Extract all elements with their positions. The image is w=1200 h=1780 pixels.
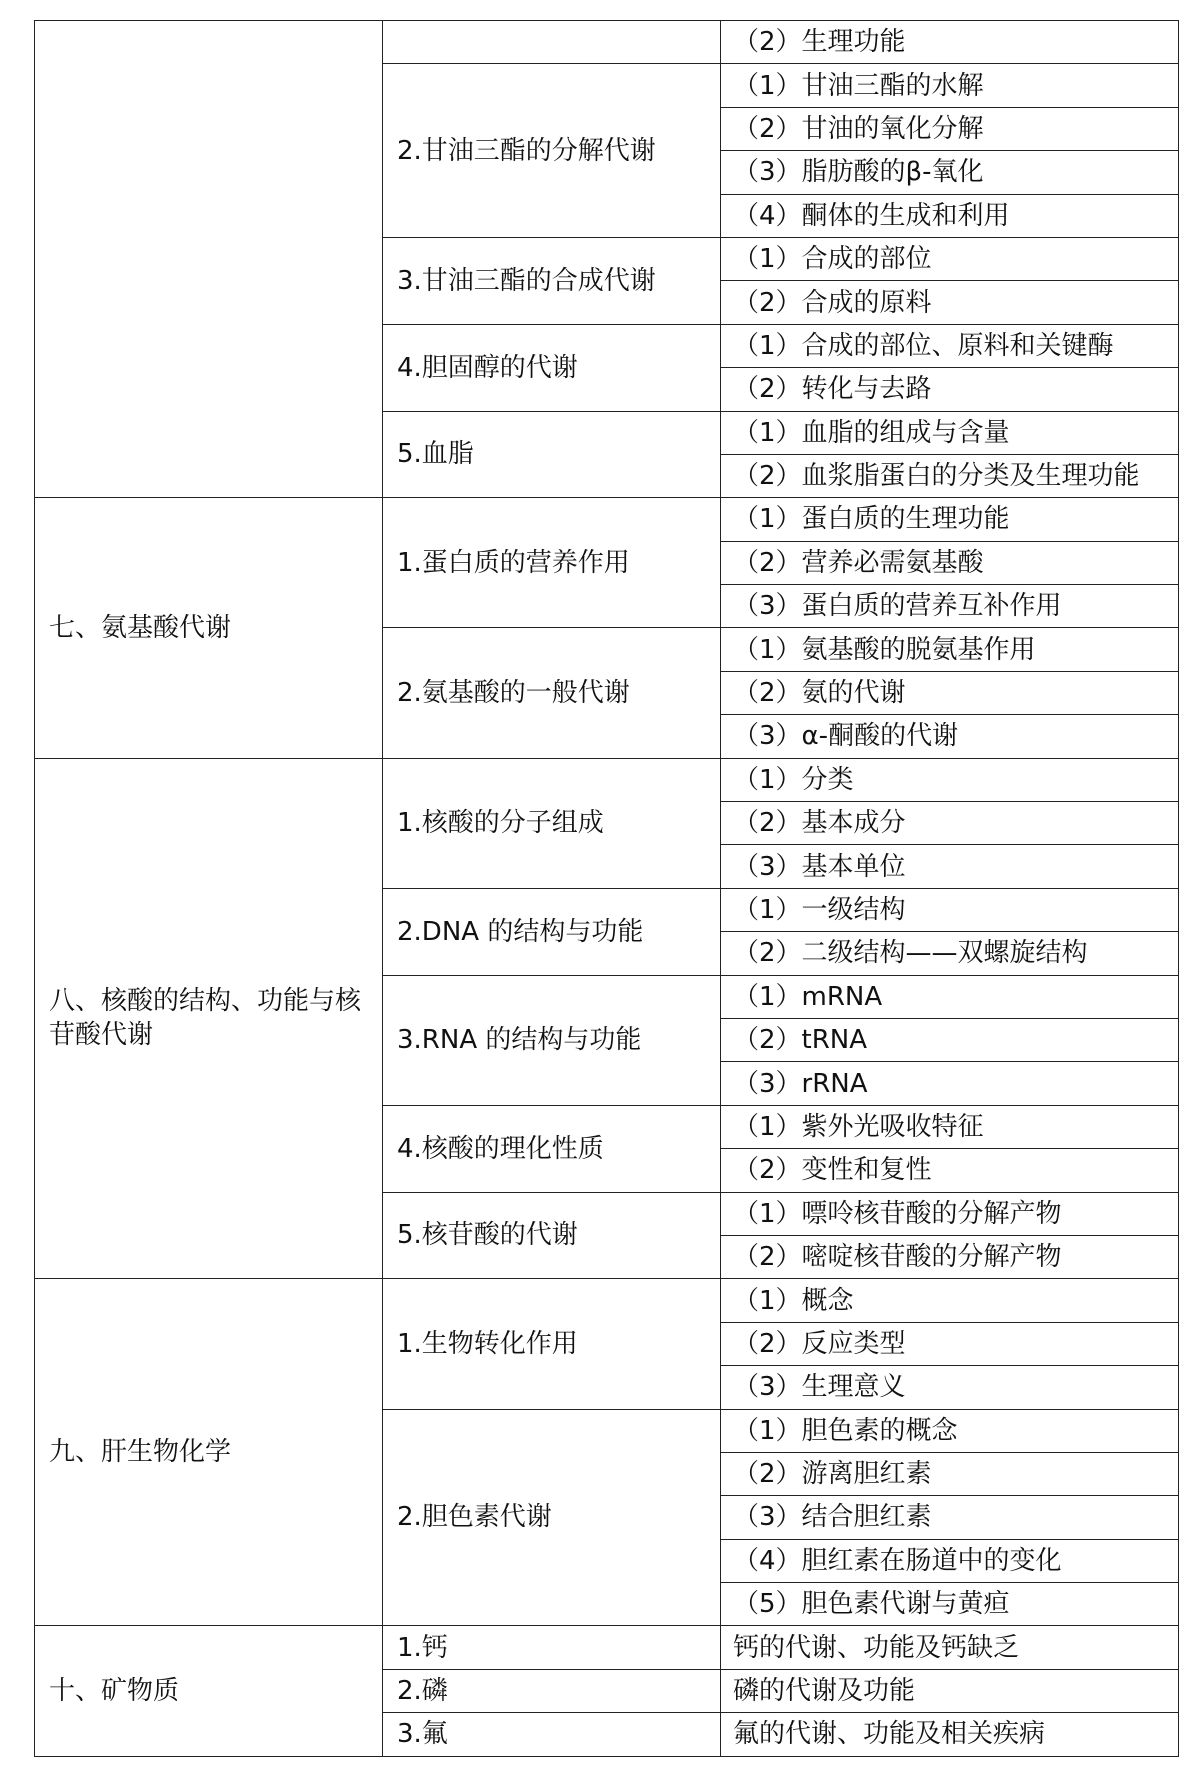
point-cell: （1）血脂的组成与含量 (721, 411, 1179, 454)
point-cell: （3）蛋白质的营养互补作用 (721, 585, 1179, 628)
topic-cell: 5.核苷酸的代谢 (383, 1192, 721, 1279)
table-row (35, 498, 1179, 541)
point-cell: （2）嘧啶核苷酸的分解产物 (721, 1235, 1179, 1278)
table-row (35, 758, 1179, 801)
point-cell: （1）胆色素的概念 (721, 1409, 1179, 1452)
point-cell: （3）rRNA (721, 1062, 1179, 1105)
point-cell: （1）蛋白质的生理功能 (721, 498, 1179, 541)
point-cell: （1）一级结构 (721, 888, 1179, 931)
point-cell: （1）嘌呤核苷酸的分解产物 (721, 1192, 1179, 1235)
chapter-cell: 九、肝生物化学 (35, 1279, 383, 1626)
chapter-cell: 十、矿物质 (35, 1626, 383, 1756)
point-cell: （2）转化与去路 (721, 368, 1179, 411)
point-cell: （2）营养必需氨基酸 (721, 541, 1179, 584)
topic-cell: 2.胆色素代谢 (383, 1409, 721, 1626)
point-cell: （2）生理功能 (721, 21, 1179, 64)
point-cell: （2）氨的代谢 (721, 671, 1179, 714)
topic-cell: 2.甘油三酯的分解代谢 (383, 64, 721, 238)
topic-cell: 4.核酸的理化性质 (383, 1105, 721, 1192)
point-cell: （1）合成的部位 (721, 237, 1179, 280)
point-cell: （1）概念 (721, 1279, 1179, 1322)
topic-cell: 5.血脂 (383, 411, 721, 498)
topic-cell: 4.胆固醇的代谢 (383, 324, 721, 411)
point-cell: （1）氨基酸的脱氨基作用 (721, 628, 1179, 671)
table-row (35, 1626, 1179, 1669)
point-cell: 磷的代谢及功能 (721, 1669, 1179, 1712)
syllabus-table-body (35, 21, 1179, 1757)
chapter-cell: 七、氨基酸代谢 (35, 498, 383, 758)
point-cell: （2）基本成分 (721, 802, 1179, 845)
point-cell: （3）结合胆红素 (721, 1496, 1179, 1539)
point-cell: （2）合成的原料 (721, 281, 1179, 324)
topic-cell: 3.RNA 的结构与功能 (383, 975, 721, 1105)
point-cell: （2）甘油的氧化分解 (721, 107, 1179, 150)
point-cell: 钙的代谢、功能及钙缺乏 (721, 1626, 1179, 1669)
chapter-cell (35, 21, 383, 498)
point-cell: （2）变性和复性 (721, 1149, 1179, 1192)
chapter-cell: 八、核酸的结构、功能与核苷酸代谢 (35, 758, 383, 1279)
point-cell: （4）酮体的生成和利用 (721, 194, 1179, 237)
point-cell: （1）甘油三酯的水解 (721, 64, 1179, 107)
table-row (35, 21, 1179, 64)
point-cell: （1）分类 (721, 758, 1179, 801)
topic-cell: 2.DNA 的结构与功能 (383, 888, 721, 975)
point-cell: （3）脂肪酸的β-氧化 (721, 151, 1179, 194)
point-cell: （2）反应类型 (721, 1322, 1179, 1365)
topic-cell: 1.钙 (383, 1626, 721, 1669)
table-row (35, 1279, 1179, 1322)
topic-cell: 2.氨基酸的一般代谢 (383, 628, 721, 758)
point-cell: （5）胆色素代谢与黄疸 (721, 1583, 1179, 1626)
topic-cell: 3.甘油三酯的合成代谢 (383, 237, 721, 324)
point-cell: 氟的代谢、功能及相关疾病 (721, 1713, 1179, 1756)
point-cell: （3）α-酮酸的代谢 (721, 715, 1179, 758)
topic-cell: 2.磷 (383, 1669, 721, 1712)
topic-cell: 3.氟 (383, 1713, 721, 1756)
point-cell: （1）紫外光吸收特征 (721, 1105, 1179, 1148)
point-cell: （4）胆红素在肠道中的变化 (721, 1539, 1179, 1582)
point-cell: （2）游离胆红素 (721, 1452, 1179, 1495)
point-cell: （3）生理意义 (721, 1366, 1179, 1409)
point-cell: （2）血浆脂蛋白的分类及生理功能 (721, 454, 1179, 497)
topic-cell: 1.核酸的分子组成 (383, 758, 721, 888)
point-cell: （2）二级结构——双螺旋结构 (721, 932, 1179, 975)
topic-cell: 1.蛋白质的营养作用 (383, 498, 721, 628)
point-cell: （3）基本单位 (721, 845, 1179, 888)
topic-cell: 1.生物转化作用 (383, 1279, 721, 1409)
syllabus-table (34, 20, 1179, 1757)
point-cell: （1）mRNA (721, 975, 1179, 1018)
point-cell: （1）合成的部位、原料和关键酶 (721, 324, 1179, 367)
topic-cell (383, 21, 721, 64)
point-cell: （2）tRNA (721, 1018, 1179, 1061)
